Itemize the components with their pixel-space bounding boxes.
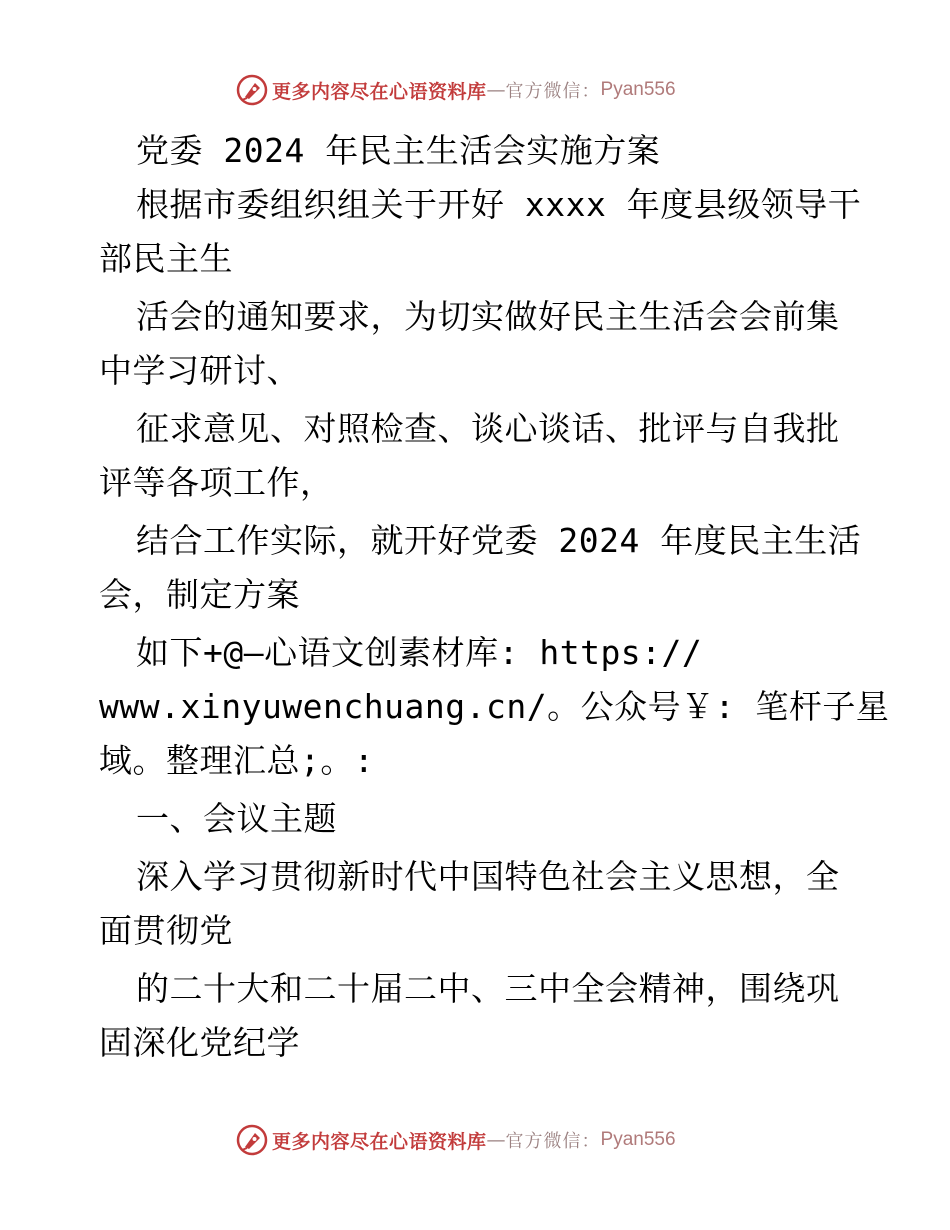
footer-watermark — [236, 1122, 676, 1158]
paragraph-line: 的二十大和二十届二中、三中全会精神，围绕巩 — [136, 969, 840, 1008]
watermark-brand: 更多内容尽在心语资料库 — [272, 1130, 487, 1153]
watermark-separator: — — [486, 79, 506, 101]
paragraph-line: 中学习研讨、 — [99, 351, 300, 390]
paragraph-line: 结合工作实际，就开好党委 2024 年度民主生活 — [136, 521, 862, 560]
section-heading: 一、会议主题 — [136, 799, 337, 838]
watermark-brand: 更多内容尽在心语资料库 — [272, 80, 487, 103]
watermark-contact-label: 官方微信： — [505, 1131, 601, 1152]
paragraph-line: 部民主生 — [99, 239, 233, 278]
watermark-separator: — — [486, 1129, 506, 1151]
header-watermark — [236, 72, 676, 108]
paragraph-line: 根据市委组织组关于开好 xxxx 年度县级领导干 — [136, 185, 862, 224]
paragraph-line: 会，制定方案 — [99, 575, 300, 614]
paragraph-line: 域。整理汇总;。: — [99, 741, 375, 780]
paragraph-line: 如下+@—心语文创素材库: https:// — [136, 633, 703, 672]
pen-nib-logo-icon — [236, 74, 268, 106]
paragraph-line: 面贯彻党 — [99, 911, 233, 950]
paragraph-line: 征求意见、对照检查、谈心谈话、批评与自我批 — [136, 409, 840, 448]
document-body — [99, 124, 890, 1070]
paragraph-line: www.xinyuwenchuang.cn/。公众号￥: 笔杆子星 — [99, 687, 890, 726]
paragraph-line: 活会的通知要求，为切实做好民主生活会会前集 — [136, 297, 840, 336]
watermark-contact-id: Pyan556 — [600, 1129, 676, 1150]
watermark-contact-label: 官方微信： — [505, 81, 601, 102]
paragraph-line: 深入学习贯彻新时代中国特色社会主义思想，全 — [136, 857, 840, 896]
paragraph-line: 评等各项工作， — [99, 463, 334, 502]
watermark-contact-id: Pyan556 — [600, 79, 676, 100]
document-title: 党委 2024 年民主生活会实施方案 — [136, 131, 661, 170]
paragraph-line: 固深化党纪学 — [99, 1023, 300, 1062]
pen-nib-logo-icon — [236, 1124, 268, 1156]
